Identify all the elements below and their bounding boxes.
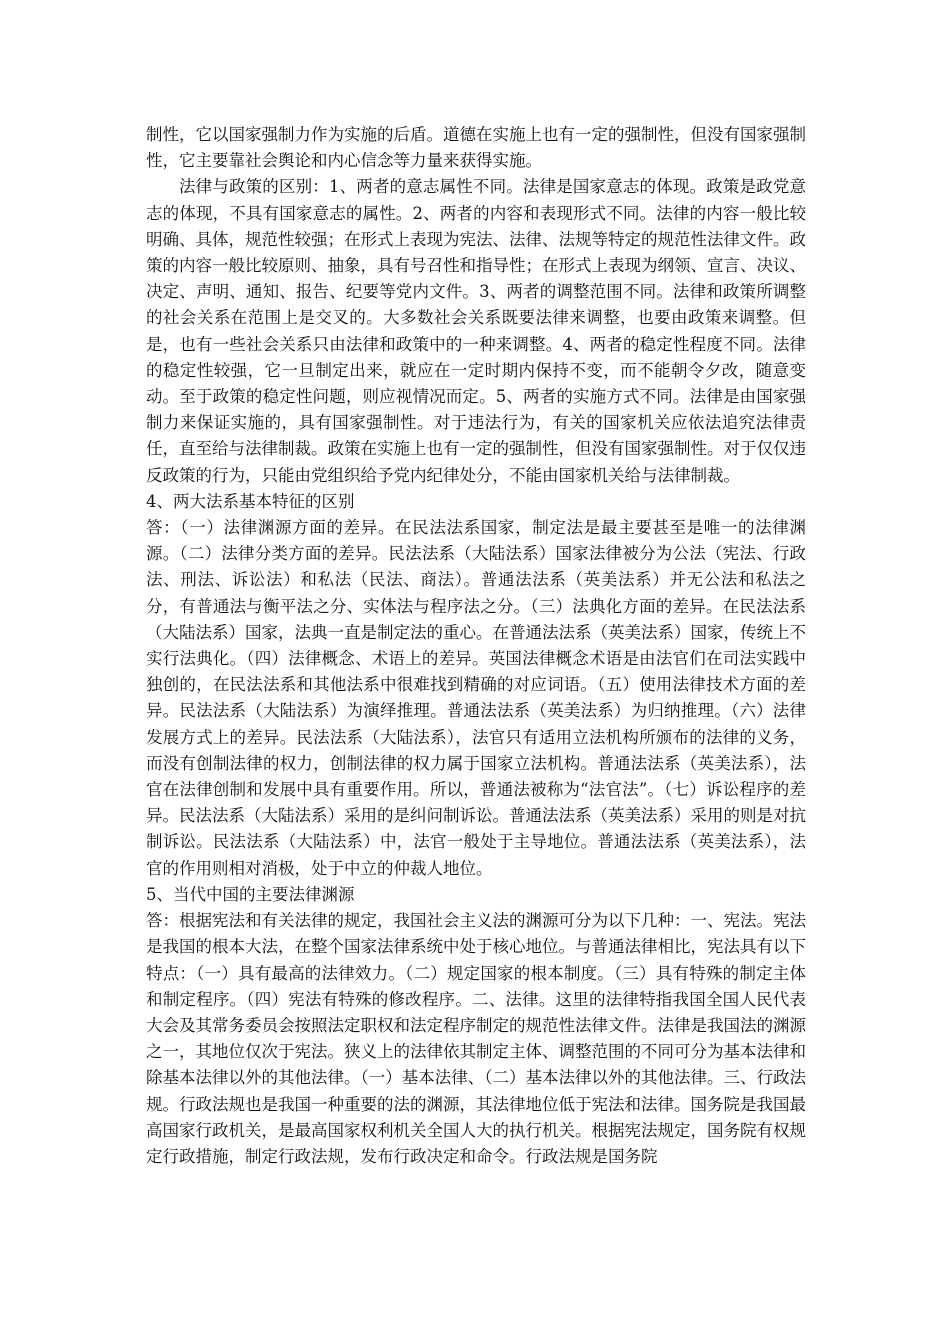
section-heading-5: 5、当代中国的主要法律渊源: [146, 884, 355, 904]
paragraph-morality-continuation: 制性，它以国家强制力作为实施的后盾。道德在实施上也有一定的强制性，但没有国家强制性，它主要靠社会舆论和内心信念等力量来获得实施。: [146, 125, 806, 171]
paragraph-legal-systems-answer: 答：（一）法律渊源方面的差异。在民法法系国家，制定法是最主要甚至是唯一的法律渊源。（二）法律分类方面的差异。民法法系（大陆法系）国家法律被分为公法（宪法、行政法、刑法、诉讼法）和私法（民法、商法）。普通法法系（英美法系）并无公法和私法之分，有普通法与衡平法之分、实体法与程序法之分。（三）法典化方面的差异。在民法法系（大陆法系）国家，法典一直是制定法的重心。在普通法法系（英美法系）国家，传统上不实行法典化。（四）法律概念、术语上的差异。英国法律概念术语是由法官们在司法实践中独创的，在民法法系和其他法系中很难找到精确的对应词语。（五）使用法律技术方面的差异。民法法系（大陆法系）为演绎推理。普通法法系（英美法系）为归纳推理。（六）法律发展方式上的差异。民法法系（大陆法系），法官只有适用立法机构所颁布的法律的义务，而没有创制法律的权力，创制法律的权力属于国家立法机构。普通法法系（英美法系），法官在法律创制和发展中具有重要作用。所以，普通法被称为“法官法”。（七）诉讼程序的差异。民法法系（大陆法系）采用的是纠问制诉讼。普通法法系（英美法系）采用的则是对抗制诉讼。民法法系（大陆法系）中，法官一般处于主导地位。普通法法系（英美法系），法官的作用则相对消极，处于中立的仲裁人地位。: [146, 518, 806, 878]
paragraph-law-vs-policy: 法律与政策的区别：1、两者的意志属性不同。法律是国家意志的体现。政策是政党意志的体现，不具有国家意志的属性。2、两者的内容和表现形式不同。法律的内容一般比较明确、具体，规范性较强；在形式上表现为宪法、法律、法规等特定的规范性法律文件。政策的内容一般比较原则、抽象，具有号召性和指导性；在形式上表现为纲领、宣言、决议、决定、声明、通知、报告、纪要等党内文件。3、两者的调整范围不同。法律和政策所调整的社会关系在范围上是交叉的。大多数社会关系既要法律来调整，也要由政策来调整。但是，也有一些社会关系只由法律和政策中的一种来调整。4、两者的稳定性程度不同。法律的稳定性较强，它一旦制定出来，就应在一定时期内保持不变，而不能朝令夕改，随意变动。至于政策的稳定性问题，则应视情况而定。5、两者的实施方式不同。法律是由国家强制力来保证实施的，具有国家强制性。对于违法行为，有关的国家机关应依法追究法律责任，直至给与法律制裁。政策在实施上也有一定的强制性，但没有国家强制性。对于仅仅违反政策的行为，只能由党组织给予党内纪律处分，不能由国家机关给与法律制裁。: [146, 177, 806, 485]
paragraph-legal-sources-answer: 答：根据宪法和有关法律的规定，我国社会主义法的渊源可分为以下几种：一、宪法。宪法是我国的根本大法，在整个国家法律系统中处于核心地位。与普通法律相比，宪法具有以下特点：（一）具有最高的法律效力。（二）规定国家的根本制度。（三）具有特殊的制定主体和制定程序。（四）宪法有特殊的修改程序。二、法律。这里的法律特指我国全国人民代表大会及其常务委员会按照法定职权和法定程序制定的规范性法律文件。法律是我国法的渊源之一，其地位仅次于宪法。狭义上的法律依其制定主体、调整范围的不同可分为基本法律和除基本法律以外的其他法律。（一）基本法律、（二）基本法律以外的其他法律。三、行政法规。行政法规也是我国一种重要的法的渊源，其法律地位低于宪法和法律。国务院是我国最高国家行政机关，是最高国家权利机关全国人大的执行机关。根据宪法规定，国务院有权规定行政措施，制定行政法规，发布行政决定和命令。行政法规是国务院: [146, 911, 806, 1166]
section-heading-4: 4、两大法系基本特征的区别: [146, 491, 355, 511]
document-page: [146, 122, 806, 1170]
